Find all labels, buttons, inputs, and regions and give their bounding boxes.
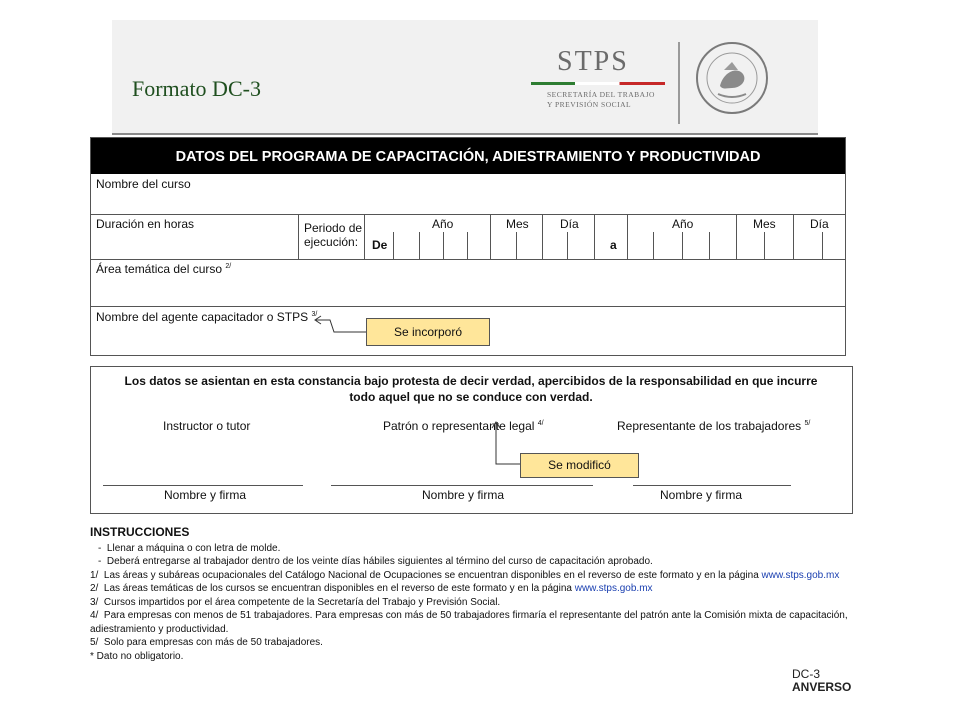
date-box-divider xyxy=(627,214,628,259)
footnote-marker: 3/ xyxy=(311,311,318,318)
signature-label: Nombre y firma xyxy=(660,488,743,502)
instruction-note: * Dato no obligatorio. xyxy=(90,650,184,662)
date-box-divider xyxy=(419,232,420,259)
instruction-item xyxy=(90,596,860,610)
date-box-divider xyxy=(653,232,654,259)
instruction-item xyxy=(90,609,860,636)
trainer-agent-label xyxy=(96,310,317,324)
instruction-text: Para empresas con menos de 51 trabajadores. Para empresas con más de 50 trabajadores firmaría el representante del patrón ante la Comisión mixta de capacitación, adiestramiento y productividad. xyxy=(90,610,848,635)
date-box-divider xyxy=(822,232,823,259)
instruction-marker: 1/ xyxy=(90,569,99,581)
date-box-divider xyxy=(490,214,491,259)
header-banner xyxy=(112,20,818,135)
logo-divider xyxy=(678,42,680,124)
form-code: DC-3 xyxy=(792,667,821,681)
instruction-marker: 4/ xyxy=(90,610,99,621)
year-label: Año xyxy=(432,217,454,231)
national-seal-icon xyxy=(694,40,770,116)
footnote-marker: 2/ xyxy=(225,263,232,270)
date-box-divider xyxy=(682,232,683,259)
date-box-divider xyxy=(443,232,444,259)
instruction-item xyxy=(90,569,860,583)
instruction-item xyxy=(90,636,860,650)
instruction-text: Cursos impartidos por el área competente de la Secretaría del Trabajo y Previsión Social. xyxy=(103,596,501,608)
instruction-marker: - xyxy=(98,542,102,554)
footnote-marker: 5/ xyxy=(804,420,811,427)
instructions xyxy=(90,526,860,663)
topic-area-label xyxy=(96,262,231,276)
date-box-divider xyxy=(467,232,468,259)
course-name-label: Nombre del curso xyxy=(96,177,191,191)
instruction-item xyxy=(90,555,860,569)
day-label: Día xyxy=(560,217,579,231)
instruction-item xyxy=(90,582,860,596)
row-divider xyxy=(91,306,845,307)
instruction-marker: 2/ xyxy=(90,583,99,594)
date-box-divider xyxy=(567,232,568,259)
workers-rep-label xyxy=(617,419,810,433)
callout-arrow-1 xyxy=(310,310,370,340)
callout-modified: Se modificó xyxy=(520,453,639,478)
stps-logo-line1: SECRETARÍA DEL TRABAJO xyxy=(547,90,655,99)
date-box-divider xyxy=(793,214,794,259)
year-label: Año xyxy=(672,217,694,231)
employer-text: Patrón o representante legal xyxy=(383,419,535,433)
signatures-section xyxy=(90,366,853,514)
stps-logo-line2: Y PREVISIÓN SOCIAL xyxy=(547,100,632,109)
month-label: Mes xyxy=(506,217,529,231)
instruction-item xyxy=(90,542,860,556)
row-divider xyxy=(91,259,845,260)
cell-divider xyxy=(298,214,299,259)
signature-label: Nombre y firma xyxy=(164,488,247,502)
instruction-text: Las áreas temáticas de los cursos se encuentran disponibles en el reverso de este formato y en la página xyxy=(103,583,572,594)
instruction-marker: 5/ xyxy=(90,637,99,648)
instruction-text: Deberá entregarse al trabajador dentro de los veinte días hábiles siguientes al término del curso de capacitación aprobado. xyxy=(106,556,653,567)
instructor-label: Instructor o tutor xyxy=(163,419,251,433)
instruction-marker: 3/ xyxy=(90,596,99,608)
instruction-marker: - xyxy=(98,556,102,567)
date-box-divider xyxy=(594,214,595,259)
form-footer xyxy=(792,668,851,694)
stps-link[interactable]: www.stps.gob.mx xyxy=(761,569,840,581)
footnote-marker: 4/ xyxy=(537,420,544,427)
stps-logo xyxy=(527,42,677,122)
section-header: DATOS DEL PROGRAMA DE CAPACITACIÓN, ADIESTRAMIENTO Y PRODUCTIVIDAD xyxy=(91,138,845,174)
from-label: De xyxy=(372,238,388,252)
date-box-divider xyxy=(542,214,543,259)
workers-rep-text: Representante de los trabajadores xyxy=(617,419,802,433)
date-box-divider xyxy=(516,232,517,259)
signature-line xyxy=(633,485,791,486)
instructions-title: INSTRUCCIONES xyxy=(90,525,190,539)
trainer-agent-text: Nombre del agente capacitador o STPS xyxy=(96,310,309,324)
period-label xyxy=(304,221,362,249)
topic-area-text: Área temática del curso xyxy=(96,262,223,276)
to-label: a xyxy=(610,238,617,252)
stps-logo-acronym: STPS xyxy=(557,46,629,77)
stps-logo-tricolor-line xyxy=(531,82,665,85)
form-side: ANVERSO xyxy=(792,680,852,694)
signature-line xyxy=(103,485,303,486)
date-box-divider xyxy=(764,232,765,259)
period-label-line1: Periodo de xyxy=(304,221,363,235)
instruction-text: Solo para empresas con más de 50 trabajadores. xyxy=(103,637,323,648)
stps-link[interactable]: www.stps.gob.mx xyxy=(574,583,653,594)
duration-label: Duración en horas xyxy=(96,217,195,231)
cell-divider xyxy=(364,214,365,259)
day-label: Día xyxy=(810,217,829,231)
instruction-text: Las áreas y subáreas ocupacionales del Catálogo Nacional de Ocupaciones se encuentran disponibles en el reverso de este formato y en la página xyxy=(103,569,759,581)
signature-label: Nombre y firma xyxy=(422,488,505,502)
slide-title: Formato DC-3 xyxy=(132,76,261,101)
date-box-divider xyxy=(393,232,394,259)
declaration-text: Los datos se asientan en esta constancia bajo protesta de decir verdad, apercibidos de la responsabilidad en que incurre todo aquel que no se conduce con verdad. xyxy=(124,374,818,404)
date-box-divider xyxy=(736,214,737,259)
signature-line xyxy=(331,485,593,486)
period-label-line2: ejecución: xyxy=(304,235,359,249)
date-box-divider xyxy=(709,232,710,259)
month-label: Mes xyxy=(753,217,776,231)
instruction-text: Llenar a máquina o con letra de molde. xyxy=(106,542,281,554)
callout-incorporated: Se incorporó xyxy=(366,318,490,346)
row-divider xyxy=(91,214,845,215)
